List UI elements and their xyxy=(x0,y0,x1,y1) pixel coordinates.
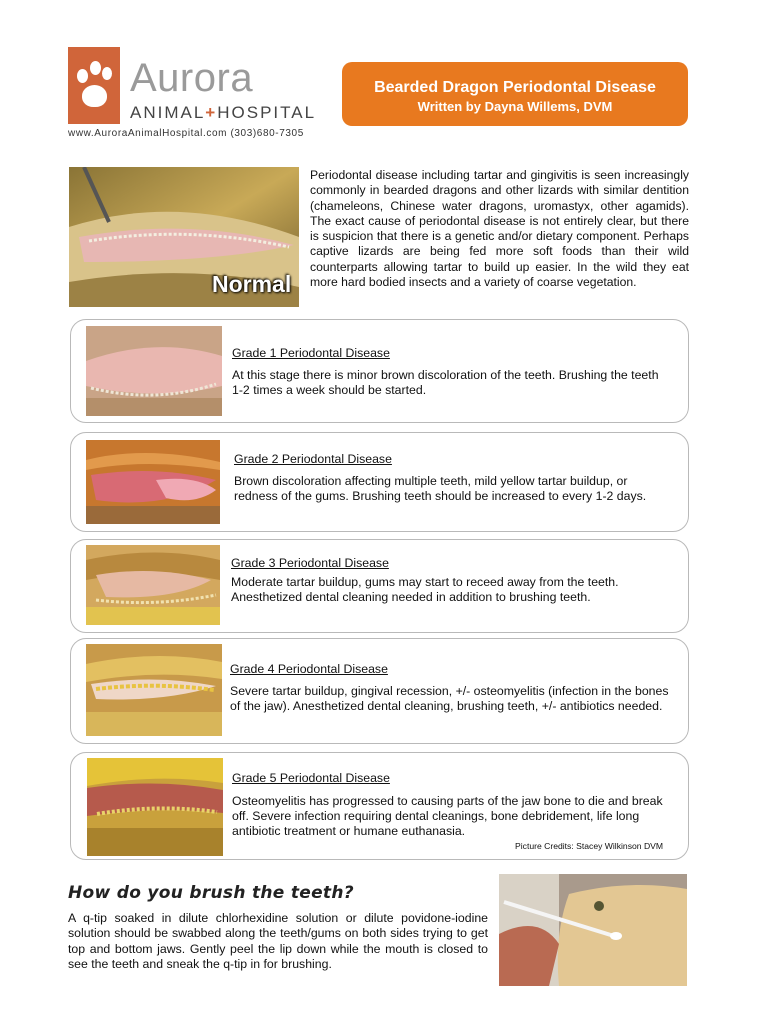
grade-4-card xyxy=(70,638,689,744)
grade-2-title: Grade 2 Periodontal Disease xyxy=(234,452,392,466)
grade-1-title: Grade 1 Periodontal Disease xyxy=(232,346,390,360)
brushing-photo xyxy=(499,874,687,986)
logo-paw-icon xyxy=(68,47,120,124)
page-title: Bearded Dragon Periodontal Disease xyxy=(374,79,656,96)
grade-5-text: Osteomyelitis has progressed to causing parts of the jaw bone to die and break off. Severe infection requiring dental cleanings, bone debridement, life long antibiotic treatment or humane euthanasia. xyxy=(232,794,663,839)
picture-credits: Picture Credits: Stacey Wilkinson DVM xyxy=(515,841,664,851)
contact-line: www.AuroraAnimalHospital.com (303)680-7305 xyxy=(68,128,304,139)
logo-subtitle: ANIMAL+HOSPITAL xyxy=(130,103,317,122)
normal-mouth-photo xyxy=(69,167,299,307)
author-line: Written by Dayna Willems, DVM xyxy=(417,99,613,114)
grade-1-text: At this stage there is minor brown discoloration of the teeth. Brushing the teeth 1-2 times a week should be started. xyxy=(232,368,659,398)
grade-4-text: Severe tartar buildup, gingival recession, +/- osteomyelitis (infection in the bones of the jaw). Anesthetized dental cleaning, brushing teeth, +/- antibiotics needed. xyxy=(230,684,669,714)
grade-3-text: Moderate tartar buildup, gums may start to receed away from the teeth. Anesthetized dental cleaning needed in addition to brushing teeth. xyxy=(231,575,619,605)
grade-5-photo xyxy=(87,758,223,856)
logo-name: Aurora xyxy=(130,56,254,100)
brushing-heading: How do you brush the teeth? xyxy=(68,883,354,903)
grade-3-photo xyxy=(86,545,220,625)
grade-2-text: Brown discoloration affecting multiple teeth, mild yellow tartar buildup, or redness of the gums. Brushing teeth should be increased to every 1-2 days. xyxy=(234,474,647,504)
grade-1-photo xyxy=(86,326,222,416)
grade-3-card xyxy=(70,539,689,633)
grade-2-photo xyxy=(86,440,220,524)
grade-1-card xyxy=(70,319,689,423)
brushing-text: A q-tip soaked in dilute chlorhexidine solution or dilute povidone-iodine solution should be swabbed along the teeth/gums on both sides trying to get top and bottom jaws. Gently peel the lip down while the mouth is closed to see the teeth and sneak the q-tip in for brushing. xyxy=(68,911,488,971)
normal-label: Normal xyxy=(212,271,292,297)
intro-paragraph: Periodontal disease including tartar and gingivitis is seen increasingly commonly in bearded dragons and other lizards with similar dentition (chameleons, Chinese water dragons, uromastyx, other agamids). The exact cause of periodontal disease is not entirely clear, but there is suspicion that there is a genetic and/or dietary component. Perhaps captive lizards are being fed more soft foods than their wild counterparts allowing tartar to build up easier. In the wild they eat more hard bodied insects and a variety of coarse vegetation. xyxy=(310,168,689,290)
grade-5-title: Grade 5 Periodontal Disease xyxy=(232,771,390,785)
grade-3-title: Grade 3 Periodontal Disease xyxy=(231,556,389,570)
grade-4-photo xyxy=(86,644,222,736)
grade-2-card xyxy=(70,432,689,532)
grade-4-title: Grade 4 Periodontal Disease xyxy=(230,662,388,676)
title-banner xyxy=(342,62,688,126)
